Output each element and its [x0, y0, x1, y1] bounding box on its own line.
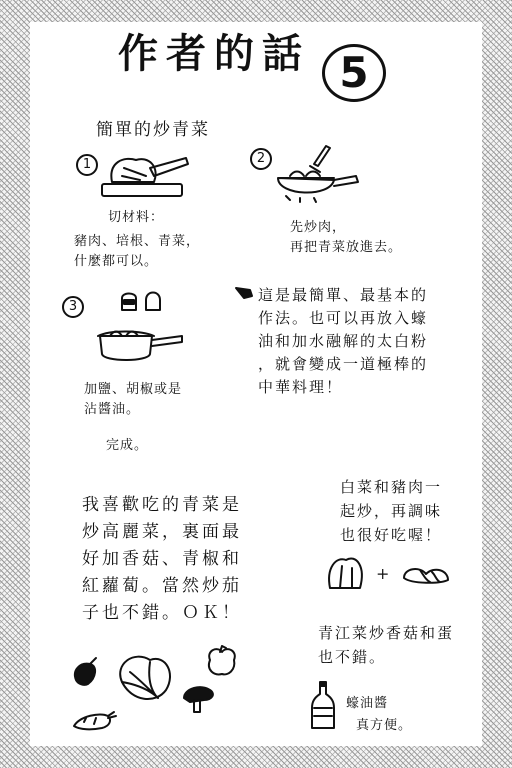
step-3-line-2: 沾醬油。: [84, 402, 141, 417]
favorite-line-5: 子也不錯。ＯＫ！: [82, 603, 242, 623]
favorite-line-3: 好加香菇、青椒和: [82, 549, 242, 569]
cabbage-pork-line-1: 白菜和豬肉一: [340, 478, 443, 496]
favorite-line-2: 炒高麗菜，裏面最: [82, 522, 242, 542]
oyster-sauce-line-1: 蠔油醬: [346, 696, 389, 711]
note-line-3: 油和加水融解的太白粉: [258, 332, 429, 350]
chapter-number: 5: [322, 44, 386, 102]
step-3-line-4: 完成。: [106, 438, 149, 453]
cabbage-pork-line-3: 也很好吃喔！: [340, 526, 443, 544]
recipe-title: 簡單的炒青菜: [96, 120, 210, 140]
favorite-line-1: 我喜歡吃的青菜是: [82, 495, 242, 515]
step-2-line-1: 先炒肉，: [290, 220, 347, 235]
step-3-line-1: 加鹽、胡椒或是: [84, 382, 183, 397]
step-3-number: 3: [62, 296, 84, 318]
step-2-line-2: 再把青菜放進去。: [290, 240, 403, 255]
page-title: 作者的話: [118, 31, 310, 77]
step-2-number: 2: [250, 148, 272, 170]
step-1-line-1: 切材料：: [108, 210, 165, 225]
oyster-sauce-line-2: 真方便。: [356, 718, 413, 733]
step-1-number: 1: [76, 154, 98, 176]
qingjiang-line-1: 青江菜炒香菇和蛋: [318, 624, 455, 642]
qingjiang-line-2: 也不錯。: [318, 648, 387, 666]
note-line-5: 中華料理！: [258, 378, 344, 396]
favorite-line-4: 紅蘿蔔。當然炒茄: [82, 576, 242, 596]
step-1-line-3: 什麼都可以。: [74, 254, 159, 269]
cabbage-pork-line-2: 起炒，再調味: [340, 502, 443, 520]
plus-sign: +: [376, 564, 390, 583]
note-line-2: 作法。也可以再放入蠔: [258, 309, 429, 327]
note-line-4: ，就會變成一道極棒的: [258, 355, 429, 373]
step-1-line-2: 豬肉、培根、青菜，: [74, 234, 201, 249]
note-line-1: 這是最簡單、最基本的: [258, 286, 429, 304]
